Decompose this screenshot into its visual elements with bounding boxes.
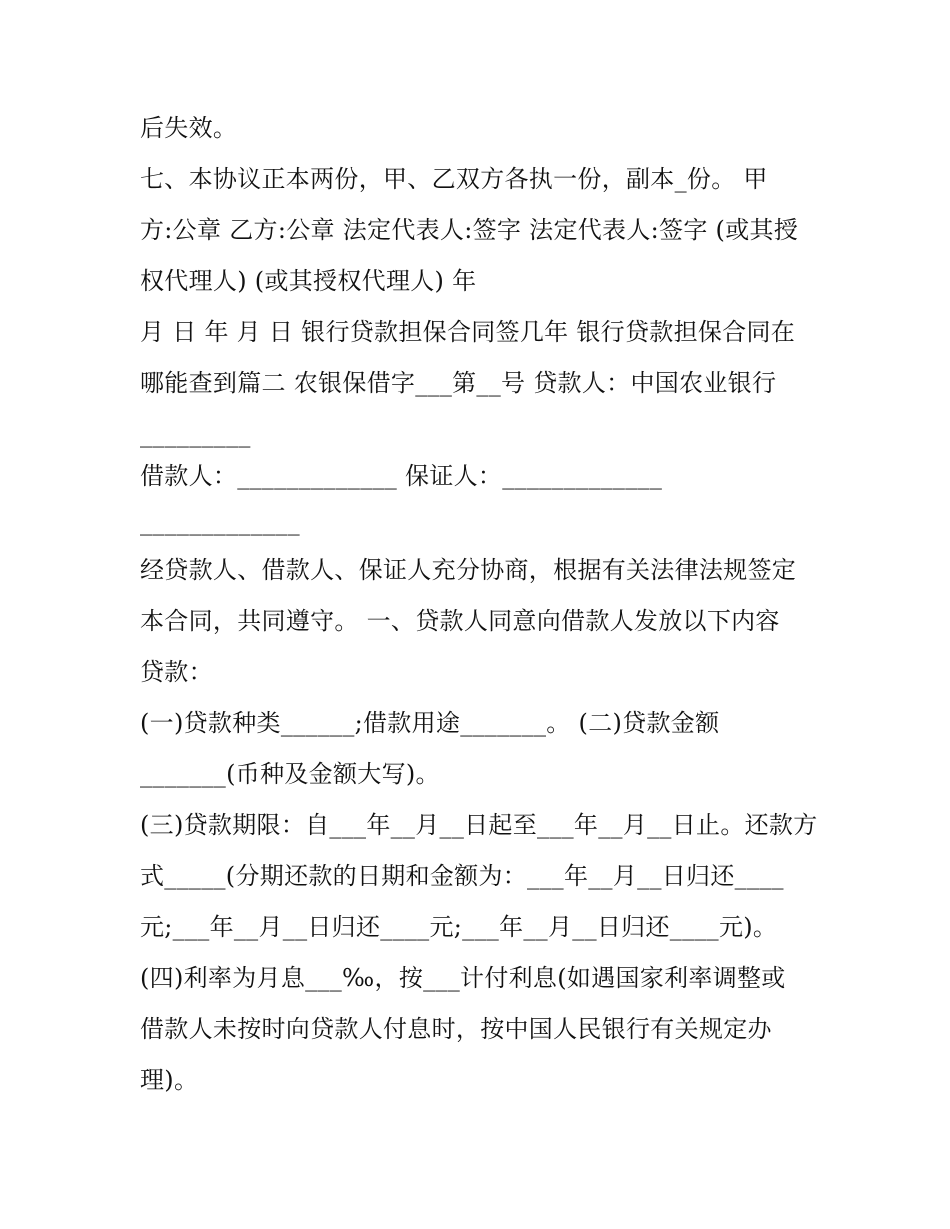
text-line: 理)。 xyxy=(140,1066,199,1094)
text-line: (四)利率为月息___‰，按___计付利息(如遇国家利率调整或 xyxy=(140,964,786,992)
text-line: _____________ xyxy=(140,508,300,536)
text-line: 方:公章 乙方:公章 法定代表人:签字 法定代表人:签字 (或其授 xyxy=(140,216,799,244)
text-line: 月 日 年 月 日 银行贷款担保合同签几年 银行贷款担保合同在 xyxy=(140,318,796,346)
text-line: (一)贷款种类______;借款用途_______。 (二)贷款金额 xyxy=(140,709,720,737)
text-line: (三)贷款期限：自___年__月__日起至___年__月__日止。还款方 xyxy=(140,811,818,839)
text-line: 式_____(分期还款的日期和金额为：___年__月__日归还____ xyxy=(140,862,784,890)
text-line: 后失效。 xyxy=(140,114,238,142)
text-line: _________ xyxy=(140,420,251,448)
text-line: 本合同，共同遵守。 一、贷款人同意向借款人发放以下内容 xyxy=(140,607,780,635)
text-line: 哪能查到篇二 农银保借字___第__号 贷款人：中国农业银行 xyxy=(140,369,777,397)
text-line: 七、本协议正本两份，甲、乙双方各执一份，副本_份。 甲 xyxy=(140,165,768,193)
text-line: 元;___年__月__日归还____元;___年__月__日归还____元)。 xyxy=(140,913,778,941)
text-line: 权代理人) (或其授权代理人) 年 xyxy=(140,267,477,295)
text-line: 借款人未按时向贷款人付息时，按中国人民银行有关规定办 xyxy=(140,1015,772,1043)
text-line: 经贷款人、借款人、保证人充分协商，根据有关法律法规签定 xyxy=(140,556,797,584)
text-line: 贷款： xyxy=(140,658,213,686)
text-line: _______(币种及金额大写)。 xyxy=(140,760,440,788)
text-line: 借款人：_____________ 保证人：_____________ xyxy=(140,462,663,490)
